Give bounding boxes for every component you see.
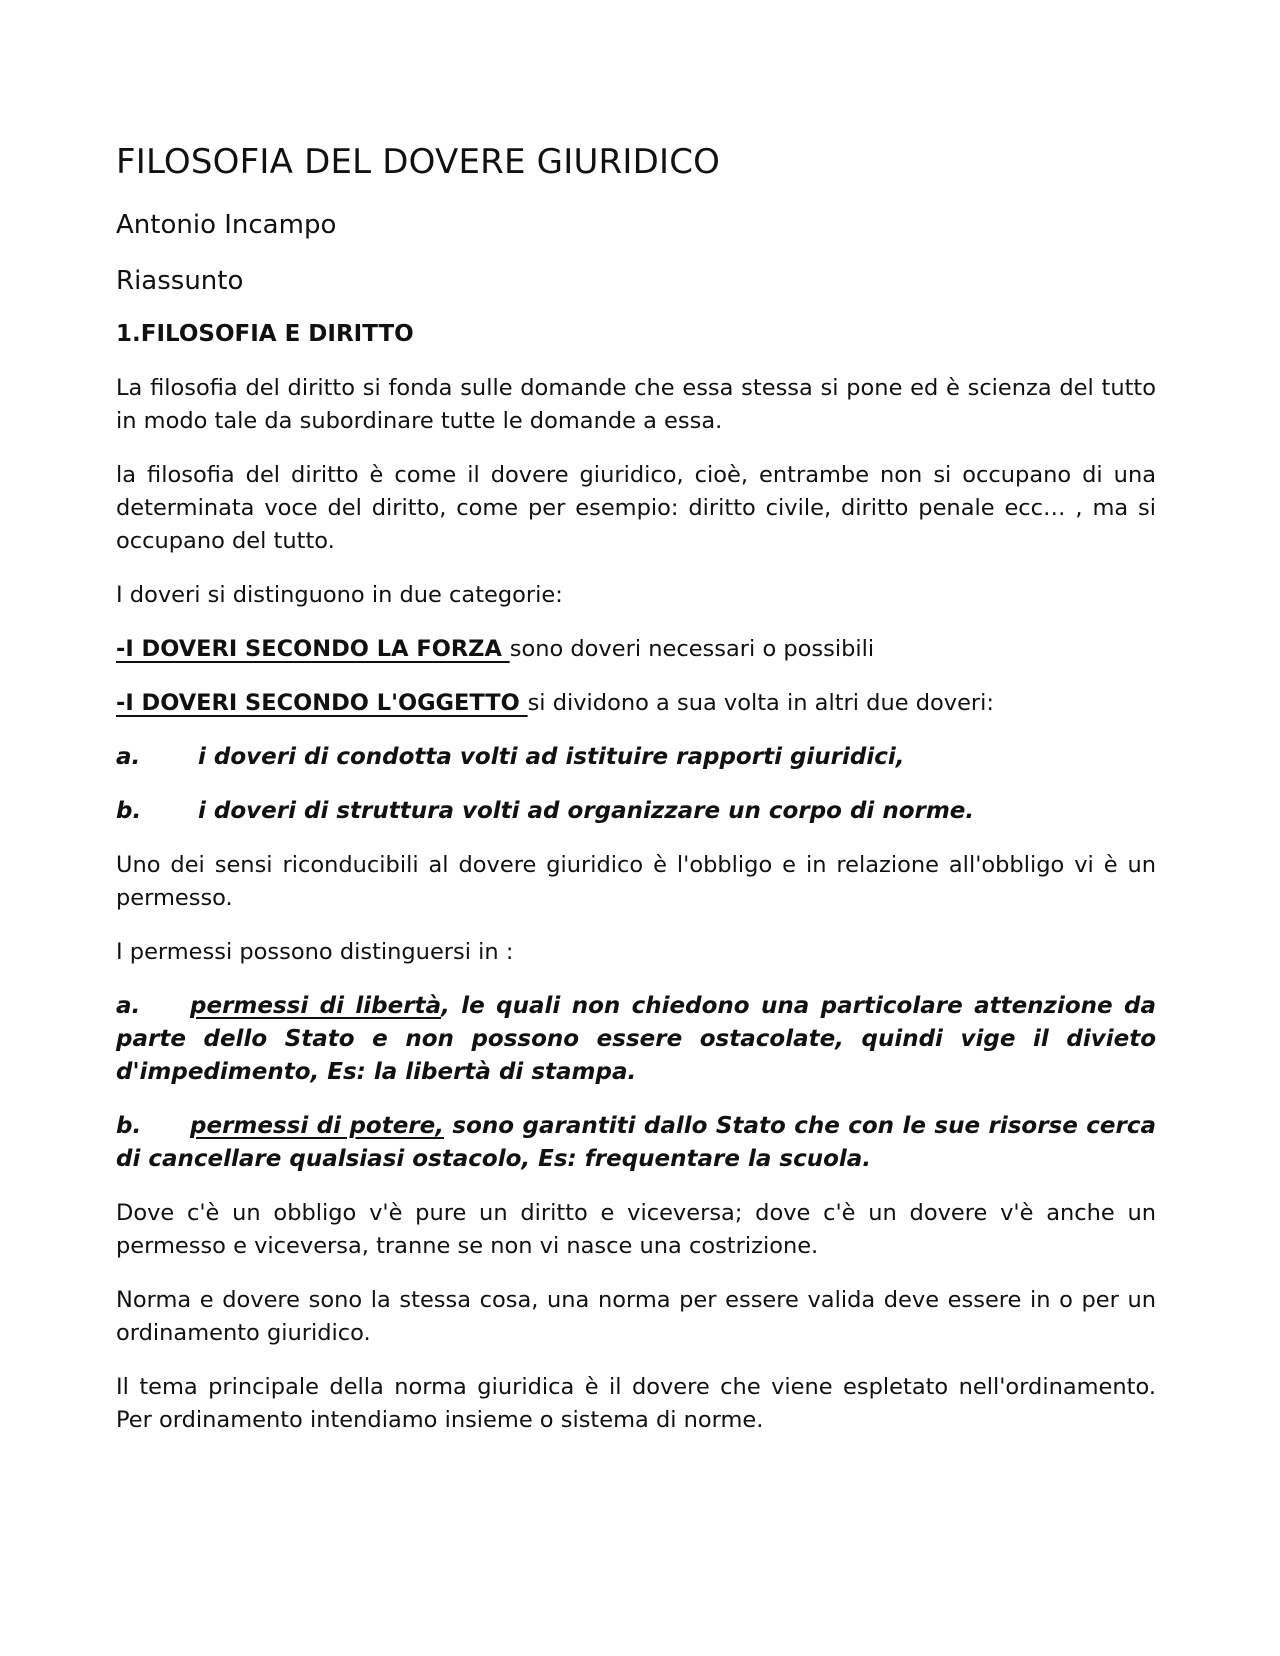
list-item (116, 795, 1156, 828)
author-name: Antonio Incampo (116, 209, 337, 240)
permit-term: permessi di libertà (190, 993, 442, 1020)
list-item-text: i doveri di struttura volti ad organizzare un corpo di norme. (198, 798, 975, 825)
document-title: FILOSOFIA DEL DOVERE GIURIDICO (116, 142, 721, 182)
permit-term: permessi di potere, (190, 1113, 444, 1140)
list-marker: a. (116, 744, 141, 771)
paragraph-permits-intro: I permessi possono distinguersi in : (116, 939, 514, 966)
paragraph-duty-categories: I doveri si distinguono in due categorie: (116, 582, 563, 609)
paragraph-legal-norm-theme: Il tema principale della norma giuridica è il dovere che viene espletato nell'ordinamento. Per ordinamento intendiamo insieme o sistema di norme. (116, 1374, 1156, 1434)
list-item (116, 1110, 1156, 1176)
permit-description: sono garantiti dallo Stato che con le sue risorse cerca di cancellare qualsiasi ostacolo, Es: frequentare la scuola. (116, 1113, 1156, 1173)
paragraph-philosophy-of-law: La filosofia del diritto si fonda sulle domande che essa stessa si pone ed è scienza del tutto in modo tale da subordinare tutte le domande a essa. (116, 375, 1156, 435)
paragraph-philosophy-vs-duty: la filosofia del diritto è come il dovere giuridico, cioè, entrambe non si occupano di una determinata voce del diritto, come per esempio: diritto civile, diritto penale ecc… , ma si occupano del tutto. (116, 462, 1156, 555)
permit-description: , le quali non chiedono una particolare attenzione da parte dello Stato e non possono essere ostacolate, quindi vige il divieto d'impedimento, Es: la libertà di stampa. (116, 993, 1156, 1086)
list-item (116, 741, 1156, 774)
duty-by-force-text: sono doveri necessari o possibili (509, 636, 875, 663)
duty-by-object-text: si dividono a sua volta in altri due doveri: (527, 690, 994, 717)
list-item-text: i doveri di condotta volti ad istituire rapporti giuridici, (198, 744, 905, 771)
list-marker: b. (116, 1113, 142, 1140)
paragraph-obligation-permission: Uno dei sensi riconducibili al dovere giuridico è l'obbligo e in relazione all'obbligo vi è un permesso. (116, 852, 1156, 912)
list-marker: a. (116, 993, 141, 1020)
document-page (116, 142, 1156, 1458)
section-heading: 1.FILOSOFIA E DIRITTO (116, 321, 414, 348)
paragraph-norm-duty: Norma e dovere sono la stessa cosa, una norma per essere valida deve essere in o per un ordinamento giuridico. (116, 1287, 1156, 1347)
duty-by-force-label: -I DOVERI SECONDO LA FORZA (116, 636, 510, 663)
duty-by-object (116, 687, 1156, 720)
list-marker: b. (116, 798, 142, 825)
duty-by-object-label: -I DOVERI SECONDO L'OGGETTO (116, 690, 528, 717)
duty-by-force (116, 633, 1156, 666)
document-type: Riassunto (116, 265, 244, 296)
list-item (116, 990, 1156, 1089)
paragraph-obligation-right: Dove c'è un obbligo v'è pure un diritto e viceversa; dove c'è un dovere v'è anche un permesso e viceversa, tranne se non vi nasce una costrizione. (116, 1200, 1156, 1260)
